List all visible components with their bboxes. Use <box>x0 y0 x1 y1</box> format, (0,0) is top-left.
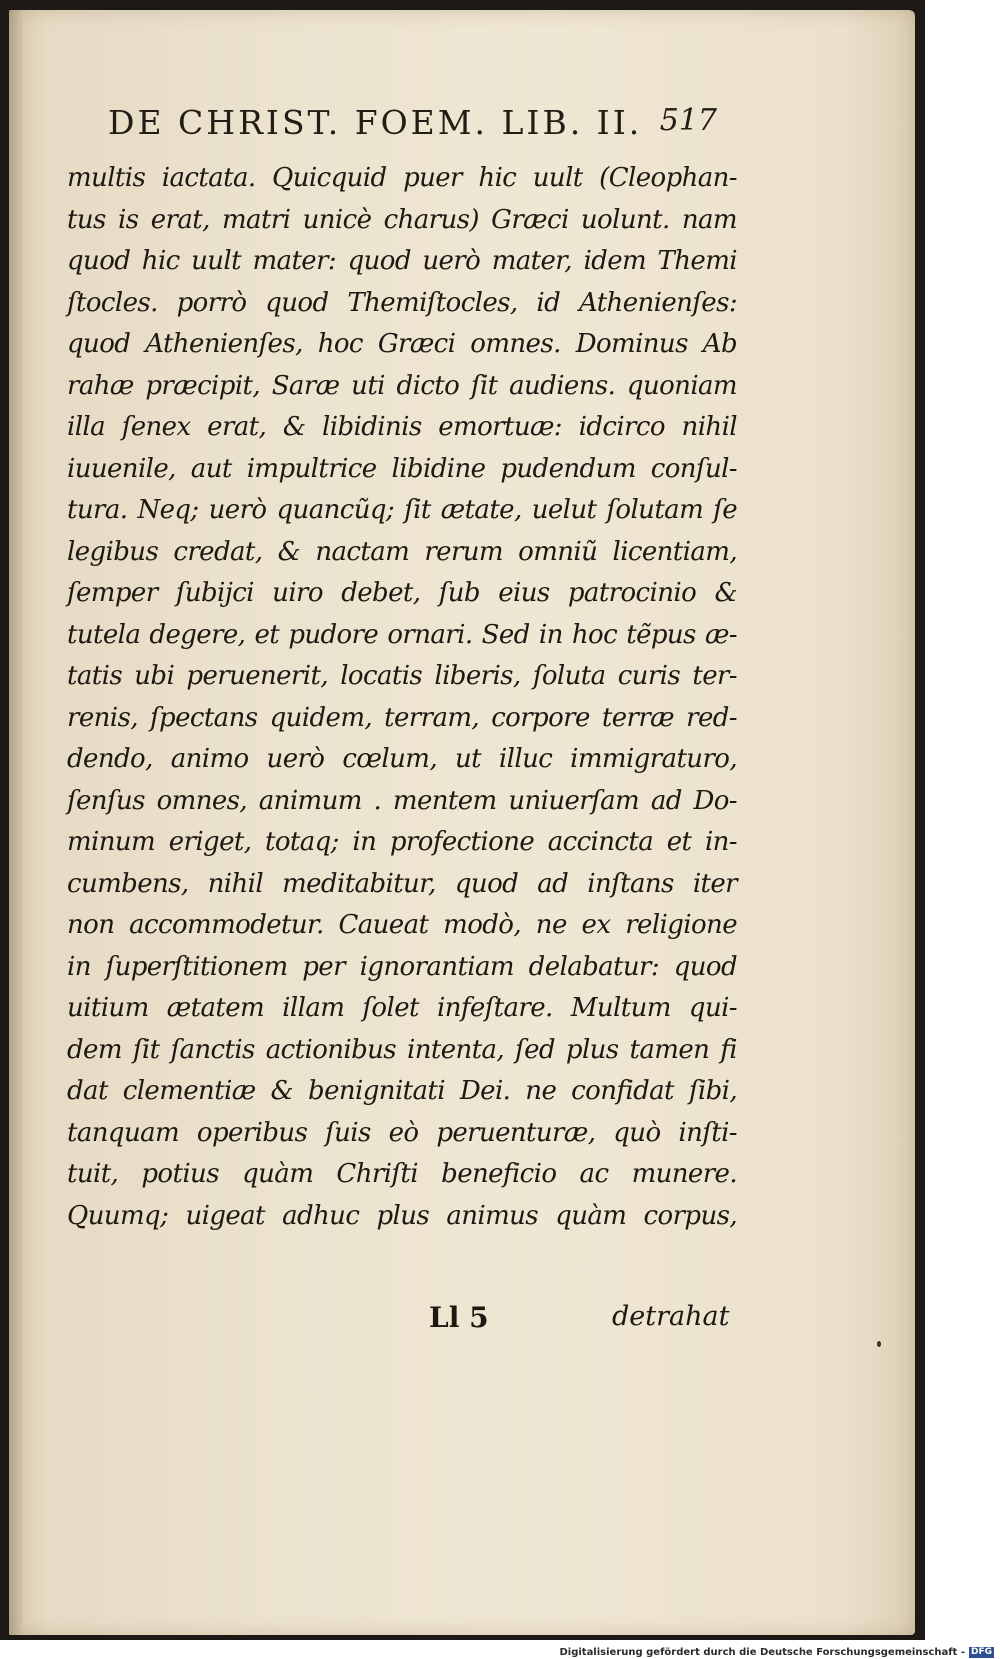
text-line: rahæ præcipit, Saræ uti dicto ſit audiens. quoniam <box>67 370 737 401</box>
text-line: tatis ubi peruenerit, locatis liberis, ſoluta curis ter- <box>67 661 737 691</box>
text-line: tutela degere, et pudore ornari. Sed in hoc tẽpus æ- <box>67 619 737 650</box>
text-line: cumbens, nihil meditabitur, quod ad inſtans iter <box>67 868 737 899</box>
text-line: ſtocles. porrò quod Themiſtocles, id Athenienſes: <box>67 287 737 318</box>
digitization-credit <box>559 1646 994 1659</box>
text-line: uitium ætatem illam ſolet infeſtare. Multum qui- <box>67 993 737 1023</box>
text-line: quod hic uult mater: quod uerò mater, idem Themi <box>67 246 737 276</box>
text-line: non accommodetur. Caueat modò, ne ex religione <box>67 910 737 940</box>
text-line: dendo, animo uerò cœlum, ut illuc immigraturo, <box>67 744 737 774</box>
text-line: tanquam operibus ſuis eò peruenturæ, quò inſti- <box>67 1117 737 1148</box>
text-line: multis iactata. Quicquid puer hic uult (Cleophan- <box>67 163 737 193</box>
text-line: ſenſus omnes, animum . mentem uniuerſam ad Do- <box>67 785 737 816</box>
dfg-logo: DFG <box>970 1647 992 1657</box>
page-number: 517 <box>659 103 717 138</box>
credit-text: Digitalisierung gefördert durch die Deutsche Forschungsgemeinschaft - <box>559 1647 965 1658</box>
running-head: DE CHRIST. FOEM. LIB. II. <box>108 103 643 142</box>
text-line: Quumq; uigeat adhuc plus animus quàm corpus, <box>67 1200 737 1231</box>
text-line: tuit, potius quàm Chriſti beneficio ac munere. <box>67 1159 737 1189</box>
book-page <box>9 10 915 1635</box>
page-gutter-shadow <box>9 10 23 1635</box>
signature-mark: Ll 5 <box>429 1301 489 1334</box>
text-line: tus is erat, matri unicè charus) Græci uolunt. nam <box>67 204 737 235</box>
text-line: iuuenile, aut impultrice libidine pudendum conſul- <box>67 453 737 484</box>
page-footer <box>9 1301 915 1346</box>
text-line: in ſuperſtitionem per ignorantiam delabatur: quod <box>67 951 737 982</box>
text-line: illa ſenex erat, & libidinis emortuæ: idcirco nihil <box>67 412 737 442</box>
text-line: quod Athenienſes, hoc Græci omnes. Dominus Ab <box>67 329 737 359</box>
text-line: minum eriget, totaq; in profectione accincta et in- <box>67 827 737 857</box>
text-line: ſemper ſubijci uiro debet, ſub eius patrocinio & <box>67 578 737 608</box>
page-header <box>95 103 717 153</box>
text-line: dem ſit ſanctis actionibus intenta, ſed plus tamen fi <box>67 1034 737 1065</box>
text-line: legibus credat, & nactam rerum omniũ licentiam, <box>67 536 737 567</box>
text-line: renis, ſpectans quidem, terram, corpore terræ red- <box>67 702 737 733</box>
body-text <box>67 158 737 1237</box>
text-line: dat clementiæ & benignitati Dei. ne confidat ſibi, <box>67 1076 737 1106</box>
catchword: detrahat <box>612 1301 730 1332</box>
paper-speck <box>877 1341 881 1347</box>
text-line: tura. Neq; uerò quancũq; ſit ætate, uelut ſolutam ſe <box>67 495 737 525</box>
